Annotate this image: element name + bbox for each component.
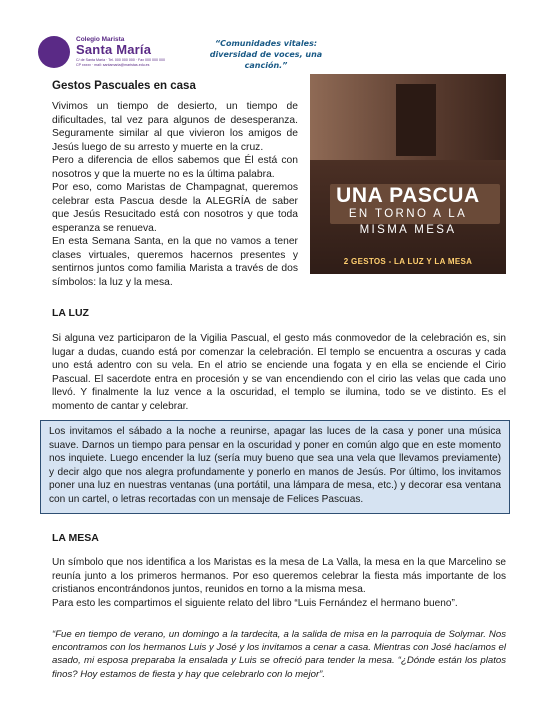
poster-footer: 2 GESTOS - LA LUZ Y LA MESA bbox=[343, 257, 473, 266]
intro-paragraph: Pero a diferencia de ellos sabemos que Él está con nosotros y que la muerte no es la última palabra. bbox=[52, 155, 298, 180]
section-heading-luz: LA LUZ bbox=[52, 307, 89, 319]
intro-paragraph: Vivimos un tiempo de desierto, un tiempo de dificultades, tal vez para algunos de desesperanza. Seguramente similar al que vivieron los amigos de Jesús luego de su arresto y muerte en la cruz. bbox=[52, 101, 298, 153]
luz-paragraph: Si alguna vez participaron de la Vigilia Pascual, el gesto más conmovedor de la celebración es, sin lugar a dudas, cuando está por comenzar la celebración. El templo se encuentra a oscuras y cada uno está adentro con su vela. En el atrio se enciende una fogata y en ella se enciende el Cirio Pascual. El sacerdote entra en procesión y se van encendiendo con el cirio las velas que cada uno llevó. Y finalmente la luz vence a la oscuridad, el templo se ilumina, todo se ve distinto. Es el momento de cantar y celebrar. bbox=[52, 333, 506, 412]
slogan-line-2: diversidad de voces, una canción.” bbox=[209, 50, 323, 70]
logo-badge-icon bbox=[38, 36, 70, 68]
luz-invitation-text: Los invitamos el sábado a la noche a reunirse, apagar las luces de la casa y poner una música suave. Darnos un tiempo para pensar en la oscuridad y poner en común algo que en este momento nos inquiete. Luego encender la luz (sería muy bueno que sea una vela que llevamos previamente) y decir algo que nos alegra profundamente y ponerlo en manos de Jesús. Por último, los invitamos poner una luz en nuestras ventanas (una portátil, una lámpara de mesa, etc.) y decorar esa ventana con un cartel, o letras recortadas con un mensaje de Felices Pascuas. bbox=[49, 426, 501, 505]
logo-school-name: Santa María bbox=[76, 42, 152, 57]
poster-subtitle-line-2: MISMA MESA bbox=[359, 224, 457, 236]
logo-school-type: Colegio Marista bbox=[76, 36, 125, 43]
poster-door bbox=[396, 84, 436, 156]
intro-text bbox=[52, 100, 298, 289]
section-heading-mesa: LA MESA bbox=[52, 532, 99, 544]
intro-paragraph: Por eso, como Maristas de Champagnat, queremos celebrar esta Pascua desde la ALEGRÍA de saber que Jesús Resucitado está con nosotros y que toda esperanza se renueva. bbox=[52, 182, 298, 234]
mesa-quote: “Fue en tiempo de verano, un domingo a la tardecita, a la salida de misa en la parroquia de Solymar. Nos encontramos con los hermanos Luis y José y los invitamos a cenar a casa. Mientras con José hacíamos el asado, mi esposa preparaba la ensalada y Luis se ofreció para tender la mesa. “¿Dónde están los platos finos? Hoy estamos de fiesta y hay que celebrarlo con lo mejor”. bbox=[52, 629, 506, 680]
intro-paragraph: En esta Semana Santa, en la que no vamos a tener clases virtuales, queremos hacernos presentes y sentirnos juntos como familia Marista a través de dos símbolos: la luz y la mesa. bbox=[52, 236, 298, 288]
school-logo bbox=[38, 36, 178, 70]
slogan bbox=[206, 38, 326, 71]
luz-invitation-box bbox=[40, 420, 510, 514]
poster-title: UNA PASCUA bbox=[336, 184, 480, 207]
poster-subtitle-line-1: EN TORNO A LA bbox=[348, 208, 468, 220]
logo-contact: CP xxxxx · mail: santamaria@maristas.edu.es bbox=[76, 63, 150, 67]
mesa-paragraph: Un símbolo que nos identifica a los Maristas es la mesa de La Valla, la mesa en la que Marcelino se reunía junto a los primeros hermanos. Por eso queremos celebrar la fiesta más importante de los cristianos encontrándonos juntos, reunidos en torno a la misma mesa. Para esto les compartimos el siguiente relato del libro “Luis Fernández el hermano bueno”. bbox=[52, 557, 506, 609]
logo-address: C/ de Santa María · Tel. 000 000 000 · Fax 000 000 000 bbox=[76, 58, 166, 62]
easter-poster-image bbox=[310, 74, 506, 274]
slogan-line-1: “Comunidades vitales: bbox=[214, 39, 318, 48]
document-title: Gestos Pascuales en casa bbox=[52, 80, 196, 92]
